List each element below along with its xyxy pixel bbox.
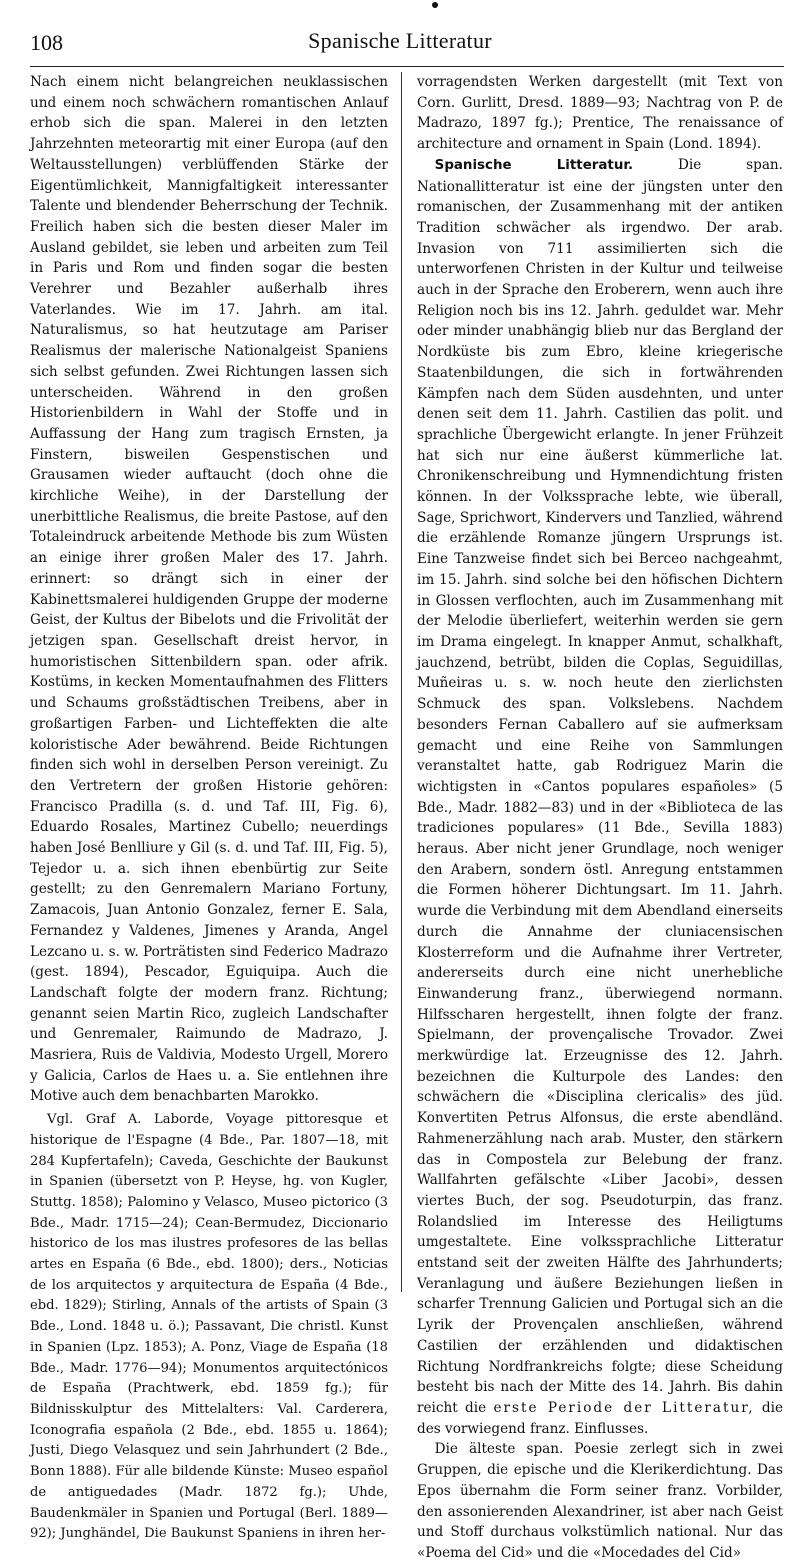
header-rule [30, 66, 784, 67]
bibliography-continuation: vorragendsten Werken dargestellt (mit Text von Corn. Gurlitt, Dresd. 1889—93; Nachtrag von P. de Madrazo, 1897 fg.); Prentice, The renaissance of architecture and ornament in Spain (Lond. 1894). [417, 74, 783, 153]
literature-paragraph [417, 155, 783, 1440]
running-title: Spanische Litteratur [308, 28, 492, 53]
painting-paragraph: Nach einem nicht belangreichen neuklassischen und einem noch schwächern romantischen Anlauf erhob sich die span. Malerei in den letzten Jahrzehnten meteorartig mit einer Europa (auf den Weltausstellungen) verblüffenden Stärke der Eigentümlichkeit, Mannigfaltigkeit interessanter Talente und blendender Beherrschung der Technik. Freilich haben sich die besten dieser Maler im Ausland gebildet, sie leben und arbeiten zum Teil in Paris und Rom und finden sogar die besten Verehrer und Bezahler außerhalb ihres Vaterlandes. Wie im 17. Jahrh. am ital. Naturalismus, so hat heutzutage am Pariser Realismus der malerische Nationalgeist Spaniens sich selbst gefunden. Zwei Richtungen lassen sich unterscheiden. Während in den großen Historienbildern in Wahl der Stoffe und in Auffassung der Hang zum tragisch Ernsten, ja Finstern, bisweilen Gespenstischen und Grausamen wieder auftaucht (doch ohne die kirchliche Weihe), in der Darstellung der unerbittliche Realismus, die breite Pastose, auf den Totaleindruck arbeitende Methode bis zum Wüsten an einige ihrer großen Maler des 17. Jahrh. erinnert: so drängt sich in einer der Kabinettsmalerei huldigenden Gruppe der moderne Geist, der Kultus der Bibelots und die Frivolität der jetzigen span. Gesellschaft dreist hervor, in humoristischen Sittenbildern span. oder afrik. Kostüms, in kecken Momentaufnahmen des Flitters und Schaums großstädtischen Treibens, aber in großartigen Farben- und Lichteffekten die alte koloristische Ader bewährend. Beide Richtungen finden sich wohl in derselben Person vereinigt. Zu den Vertretern der großen Historie gehören: Francisco Pradilla (s. d. und Taf. III, Fig. 6), Eduardo Rosales, Martinez Cubello; neuerdings haben José Benlliure y Gil (s. d. und Taf. III, Fig. 5), Tejedor u. a. sich ihnen ebenbürtig zur Seite gestellt; zu den Genremalern Mariano Fortuny, Zamacois, Juan Antonio Gonzalez, ferner E. Sala, Fernandez y Valdenes, Jimenes y Aranda, Angel Lezcano u. s. w. Porträtisten sind Federico Madrazo (gest. 1894), Pescador, Eguiquipa. Auch die Landschaft folgte der modern franz. Richtung; genannt seien Martin Rico, zugleich Landschafter und Genremaler, Raimundo de Madrazo, J. Masriera, Ruis de Valdivia, Modesto Urgell, Morero y Galicia, Carlos de Haes u. a. Sie entlehnen ihre Motive auch dem benachbarten Marokko. [30, 74, 388, 1105]
bibliography-paragraph: Vgl. Graf A. Laborde, Voyage pittoresque et historique de l'Espagne (4 Bde., Par. 1807—18, mit 284 Kupfertafeln); Caveda, Geschichte der Baukunst in Spanien (übersetzt von P. Heyse, hg. von Kugler, Stuttg. 1858); Palomino y Velasco, Museo pictorico (3 Bde., Madr. 1715—24); Cean-Bermudez, Diccionario historico de los mas ilustres profesores de las bellas artes en España (6 Bde., ebd. 1800); ders., Noticias de los arquitectos y arquitectura de España (4 Bde., ebd. 1829); Stirling, Annals of the artists of Spain (3 Bde., Lond. 1848 u. ö.); Passavant, Die christl. Kunst in Spanien (Lpz. 1853); A. Ponz, Viage de España (18 Bde., Madr. 1776—94); Monumentos arquitectónicos de España (Prachtwerk, ebd. 1859 fg.); für Bildnisskulptur des Mittelalters: Val. Carderera, Iconografia española (2 Bde., ebd. 1855 u. 1864); Justi, Diego Velasquez und sein Jahrhundert (2 Bde., Bonn 1888). Für alle bildende Künste: Museo español de antiguedades (Madr. 1872 fg.); Uhde, Baudenkmäler in Spanien und Portugal (Berl. 1889—92); Junghändel, Die Baukunst Spaniens in ihren her- [30, 1112, 388, 1542]
right-column [417, 72, 783, 1564]
spaced-phrase: erste Periode der Litteratur, [493, 1400, 755, 1416]
column-divider [401, 72, 402, 1292]
entry-headword: Spanische Litteratur. [434, 157, 634, 173]
left-column [30, 72, 388, 1545]
poetry-paragraph: Die älteste span. Poesie zerlegt sich in zwei Gruppen, die epische und die Klerikerdichtung. Das Epos übernahm die Form seiner franz. Vorbilder, den assonierenden Alexandriner, ist aber nach Geist und Stoff durchaus volkstümlich national. Nur das «Poema del Cid» und die «Mocedades del Cid» [417, 1441, 783, 1561]
printer-mark [432, 2, 438, 8]
literature-text-end: die des vorwiegend franz. Einflusses. [417, 1400, 783, 1437]
page-header [0, 0, 800, 60]
literature-text: Die span. Nationallitteratur ist eine der jüngsten unter den romanischen, der Zusammenhang mit der antiken Tradition schwächer als irgendwo. Der arab. Invasion von 711 assimilierten sich die unterworfenen Christen in der Kultur und teilweise auch in der Sprache den Eroberern, wenn auch ihre Religion noch bis ins 12. Jahrh. geduldet war. Mehr oder minder unabhängig blieb nur das Bergland der Nordküste bis zum Ebro, kleine kriegerische Staatenbildungen, die sich in fortwährenden Kämpfen nach dem Süden ausdehnten, und unter denen seit dem 11. Jahrh. Castilien das polit. und sprachliche Übergewicht erlangte. In jener Frühzeit hat sich nur eine äußerst kümmerliche lat. Chronikenschreibung und Hymnendichtung fristen können. In der Volkssprache lebte, wie überall, Sage, Sprichwort, Kindervers und Tanzlied, während die erzählende Romanze jüngern Ursprungs ist. Eine Tanzweise findet sich bei Berceo nachgeahmt, im 15. Jahrh. sind solche bei den höfischen Dichtern in Glossen verflochten, auch im Zusammenhang mit der Melodie überliefert, weiterhin werden sie gern im Drama eingelegt. In knapper Anmut, schalkhaft, jauchzend, betrübt, bilden die Coplas, Seguidillas, Muñeiras u. s. w. noch heute den zierlichsten Schmuck des span. Volkslebens. Nachdem besonders Fernan Caballero auf sie aufmerksam gemacht und eine Reihe von Sammlungen veranstaltet hatte, gab Rodriguez Marin die wichtigsten in «Cantos populares españoles» (5 Bde., Madr. 1882—83) und in der «Biblioteca de las tradiciones populares» (11 Bde., Sevilla 1883) heraus. Aber nicht jener Grundlage, noch weniger den Arabern, sondern östl. Anregung entstammen die Formen höherer Dichtungsart. Im 11. Jahrh. wurde die Verbindung mit dem Abendland einerseits durch die Annahme der cluniacensischen Klosterreform und die Aufnahme ihrer Vertreter, andererseits durch eine nicht unerhebliche Einwanderung franz., überwiegend normann. Hilfsscharen hergestellt, ihnen folgte der franz. Spielmann, der provençalische Trovador. Zwei merkwürdige lat. Erzeugnisse des 12. Jahrh. bezeichnen die Kulturpole des Landes: den schwächern die «Disciplina clericalis» des jüd. Konvertiten Petrus Alfonsus, die erste abendländ. Rahmenerzählung nach arab. Muster, den stärkern das in Compostela zur Belebung der franz. Wallfahrten gefälschte «Liber Jacobi», dessen viertes Buch, der sog. Pseudoturpin, das franz. Rolandslied im Interesse des Heiligtums umgestaltete. Eine volkssprachliche Litteratur entstand seit der zweiten Hälfte des Jahrhunderts; Veranlagung und äußere Beziehungen ließen in scharfer Trennung Galicien und Portugal sich an die Lyrik der Provençalen anschließen, während Castilien der erzählenden und didaktischen Richtung Nordfrankreichs folgte; diese Scheidung besteht bis nach der Mitte des 14. Jahrh. Bis dahin reicht die [417, 156, 783, 1416]
page-number: 108 [30, 30, 63, 55]
